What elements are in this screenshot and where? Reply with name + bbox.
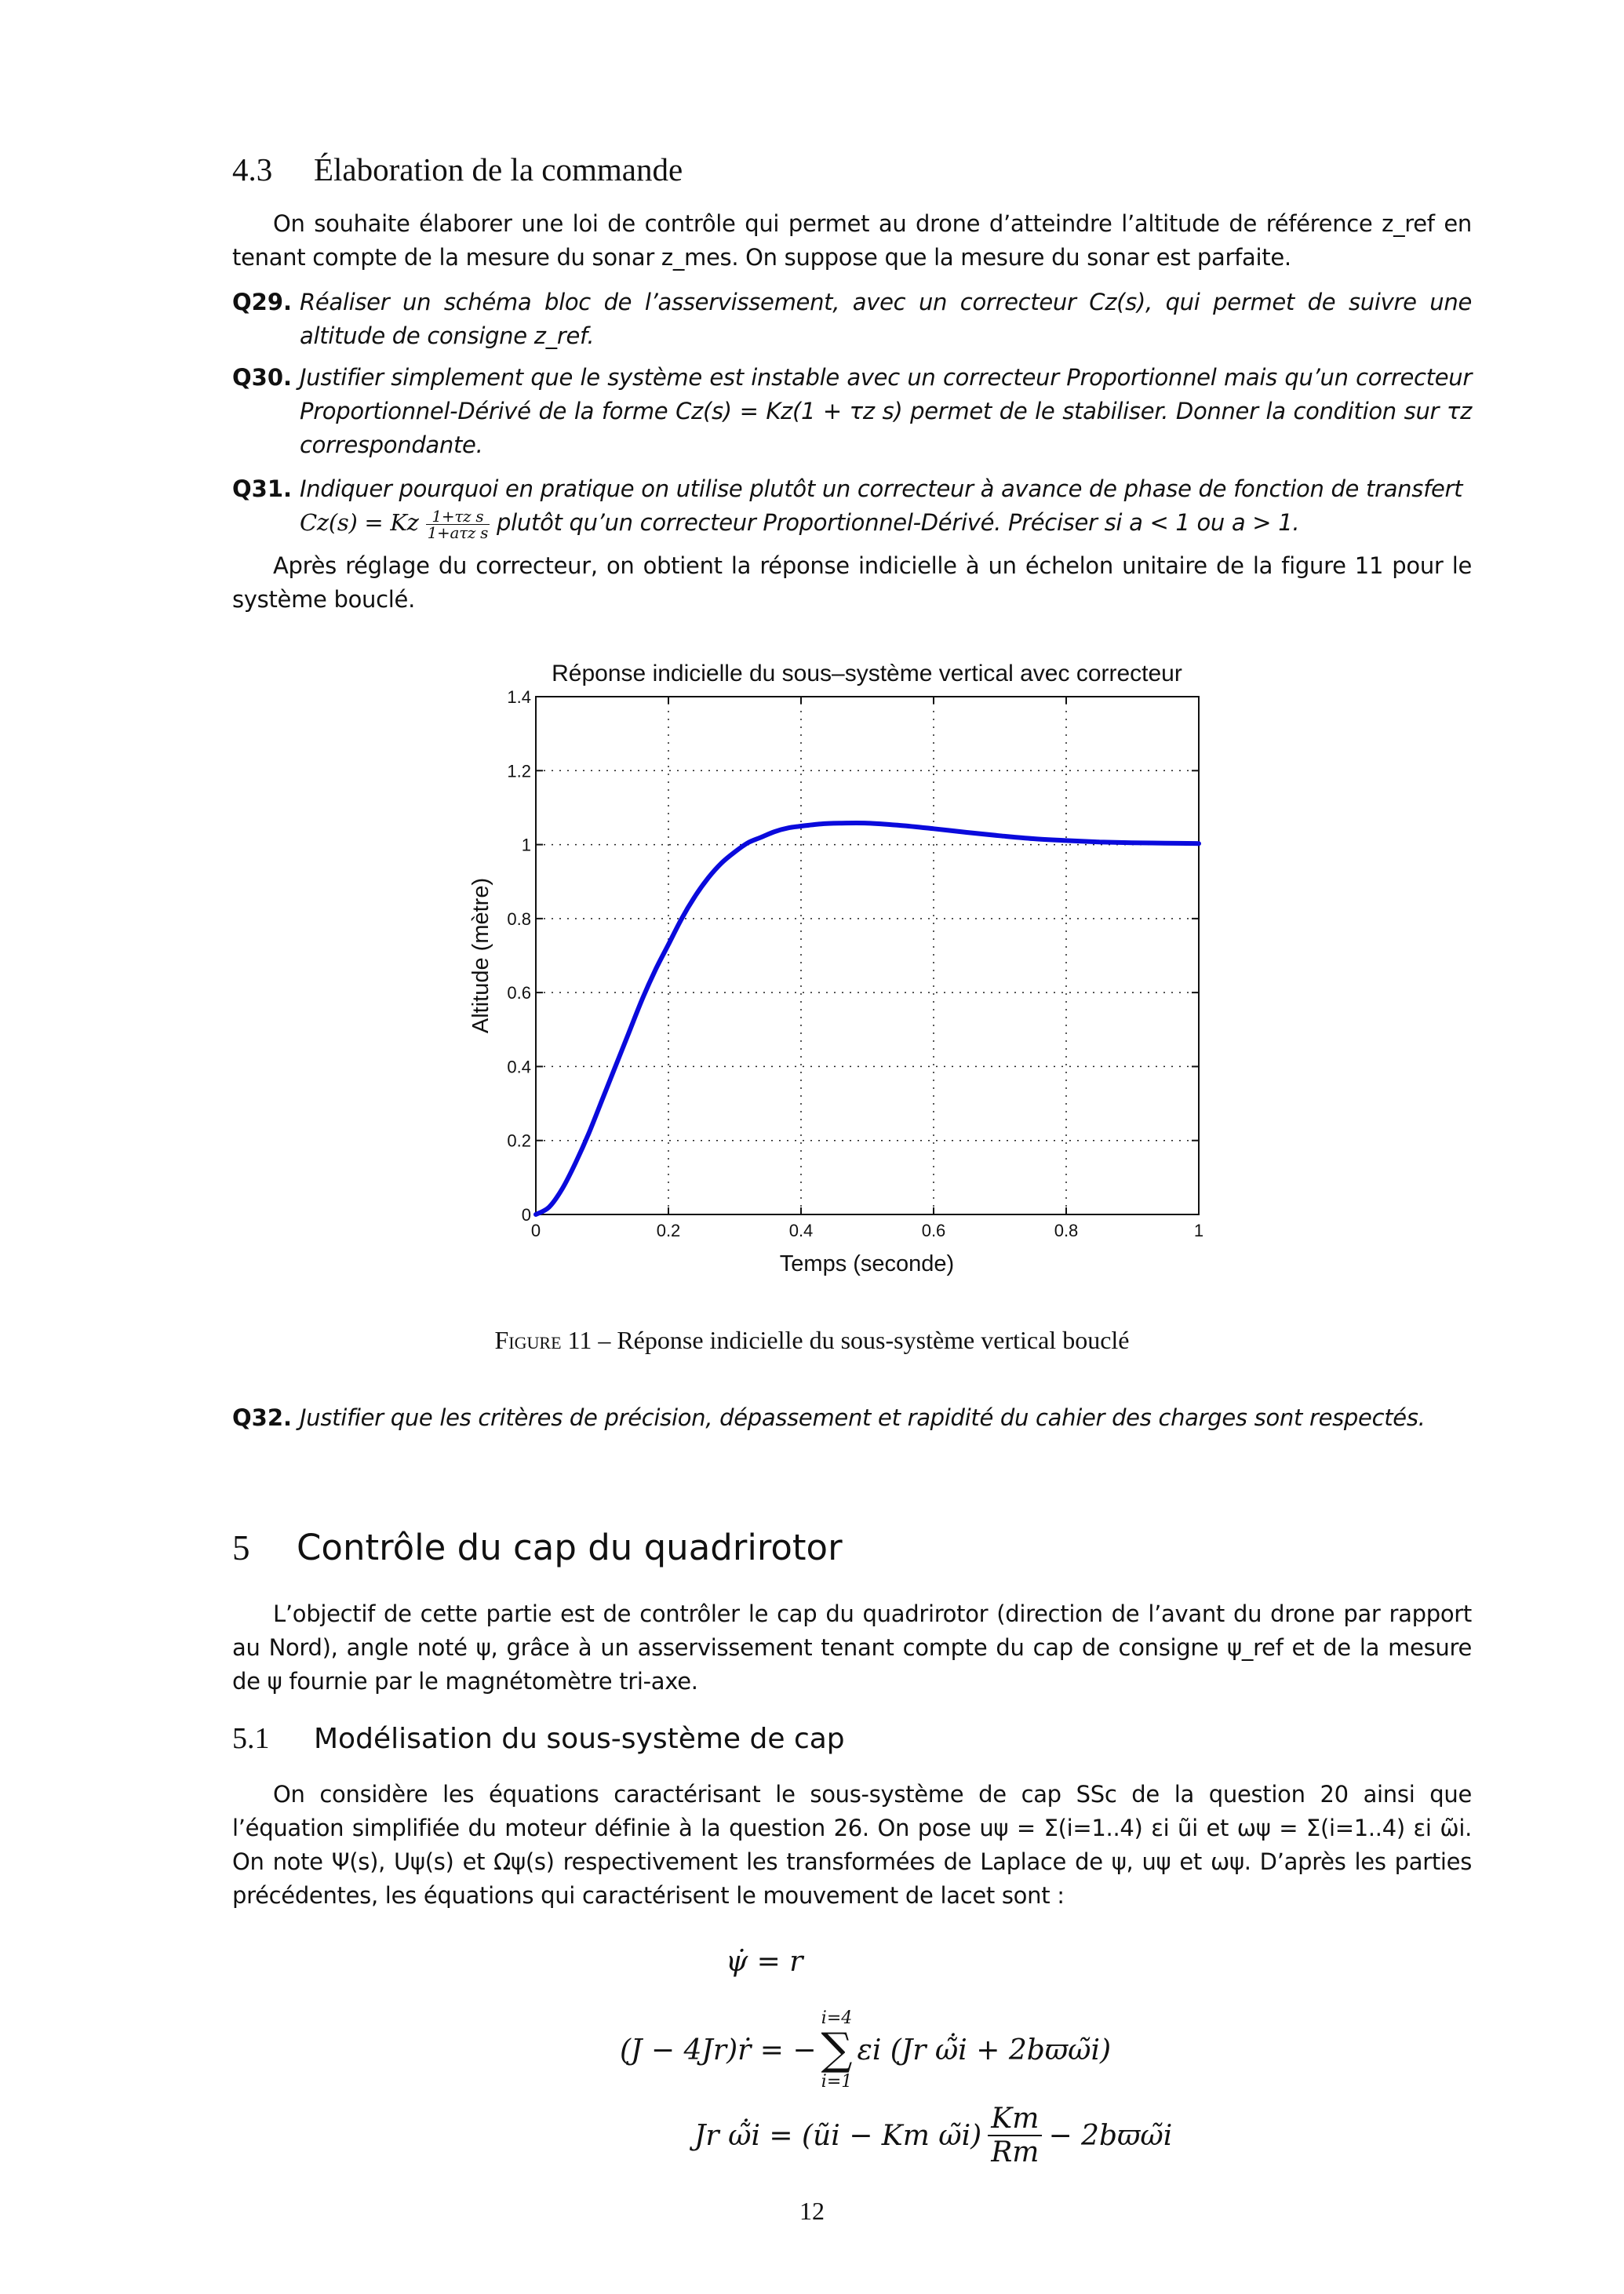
x-tick-label: 0.2 [656,1221,681,1240]
x-tick-label: 0.4 [788,1221,814,1240]
section-heading-4-3 [232,151,683,188]
page-number: 12 [799,2197,825,2225]
response-curve [536,823,1199,1214]
question-text: Justifier simplement que le système est instable avec un correcteur Proportionnel mais qu’un correcteur Proportionnel-Dérivé de la forme Cz(s) = Kz(1 + τz s) permet de le stabiliser. Donner la condition sur τz correspondante. [300,364,1472,458]
section-number: 4.3 [232,151,273,188]
paragraph-intro-5-1: On considère les équations caractérisant le sous-système de cap SSc de la question 20 ainsi que l’équation simplifiée du moteur définie à la question 26. On pose uψ = Σ(i=1..4) εi ũi et ωψ = Σ(i=1..4) εi ω̃i. On note Ψ(s), Uψ(s) et Ωψ(s) respectivement les transformées de Laplace de ψ, uψ et ωψ. D’après les parties précédentes, les équations qui caractérisent le mouvement de lacet sont : [232,1781,1472,1909]
x-tick-labels [531,1221,1203,1240]
y-tick-label: 1.2 [507,761,531,781]
transfer-function: Cz(s) = Kz [300,509,419,536]
question-text: Indiquer pourquoi en pratique on utilise plutôt un correcteur à avance de phase de fonction de transfert Cz(s) = Kz $\frac{\text{1+τz s}}{\text{1+aτz s}}$ plutôt qu’un correcteur Proportionnel-Dérivé. Préciser si a < 1 ou a > 1. [300,475,1463,542]
equation-3: Jr ω̃̇i = (ũi − Km ω̃i) Km Rm − 2bϖω̃i [694,2103,1173,2168]
y-tick-labels [507,687,531,1225]
question-q29 [232,286,1472,353]
x-tick-label: 0.6 [921,1221,946,1240]
y-tick-label: 0.4 [507,1057,531,1077]
question-label: Q29. [232,289,293,315]
y-tick-label: 1 [521,835,531,855]
equation-1: ψ̇ = r [726,1946,803,1978]
section-title: Modélisation du sous-système de cap [314,1723,845,1755]
y-tick-label: 0 [521,1205,531,1225]
section-title: Élaboration de la commande [314,151,683,188]
y-tick-label: 0.8 [507,908,531,929]
y-tick-label: 0.2 [507,1131,531,1151]
section-heading-5-1 [232,1721,845,1756]
y-axis-label: Altitude (mètre) [468,877,493,1034]
x-tick-label: 0.8 [1054,1221,1079,1240]
paragraph-intro-5: L’objectif de cette partie est de contrôler le cap du quadrirotor (direction de l’avant du drone par rapport au Nord), angle noté ψ, grâce à un asservissement tenant compte du cap de consigne ψ_ref et de la mesure de ψ fournie par le magnétomètre tri-axe. [232,1600,1472,1695]
x-tick-label: 0 [530,1221,541,1240]
x-tick-label: 1 [1193,1221,1204,1240]
y-tick-label: 1.4 [507,687,531,707]
equation-2: (J − 4Jr)ṙ = − i=4 ∑ i=1 εi (Jr ω̃̇i + 2bϖω̃i) [620,2008,1112,2092]
question-label: Q32. [232,1404,293,1431]
chart-frame [536,697,1199,1214]
chart-ticks [536,697,1199,1214]
y-tick-label: 0.6 [507,983,531,1003]
paragraph-intro-4-3: On souhaite élaborer une loi de contrôle qui permet au drone d’atteindre l’altitude de référence z_ref en tenant compte de la mesure du sonar z_mes. On suppose que la mesure du sonar est parfaite. [232,210,1472,271]
question-q31 [232,472,1472,541]
question-q30 [232,361,1472,462]
chart-grid [536,697,1199,1214]
section-heading-5 [232,1527,843,1568]
chart-title: Réponse indicielle du sous–système vertical avec correcteur [552,661,1182,686]
step-response-chart [439,643,1224,1287]
x-axis-label: Temps (seconde) [779,1251,955,1276]
question-label: Q30. [232,364,293,391]
paragraph-after-tuning: Après réglage du correcteur, on obtient la réponse indicielle à un échelon unitaire de la figure 11 pour le système bouclé. [232,552,1472,613]
question-q32 [232,1401,1472,1435]
sum-operator: i=4 ∑ i=1 [821,2008,853,2092]
question-text: Réaliser un schéma bloc de l’asservissement, avec un correcteur Cz(s), qui permet de suivre une altitude de consigne z_ref. [300,289,1472,349]
question-label: Q31. [232,475,293,502]
question-text: Justifier que les critères de précision, dépassement et rapidité du cahier des charges sont respectés. [300,1404,1426,1431]
section-title: Contrôle du cap du quadrirotor [297,1527,843,1568]
section-number: 5 [232,1528,250,1568]
eq3-fraction: Km Rm [988,2103,1042,2168]
transfer-fraction: $\frac{\text{1+τz s}}{\text{1+aτz s}}$ [427,506,489,542]
section-number: 5.1 [232,1722,270,1755]
figure-caption: Figure 11 – Réponse indicielle du sous-système vertical bouclé [494,1326,1130,1354]
